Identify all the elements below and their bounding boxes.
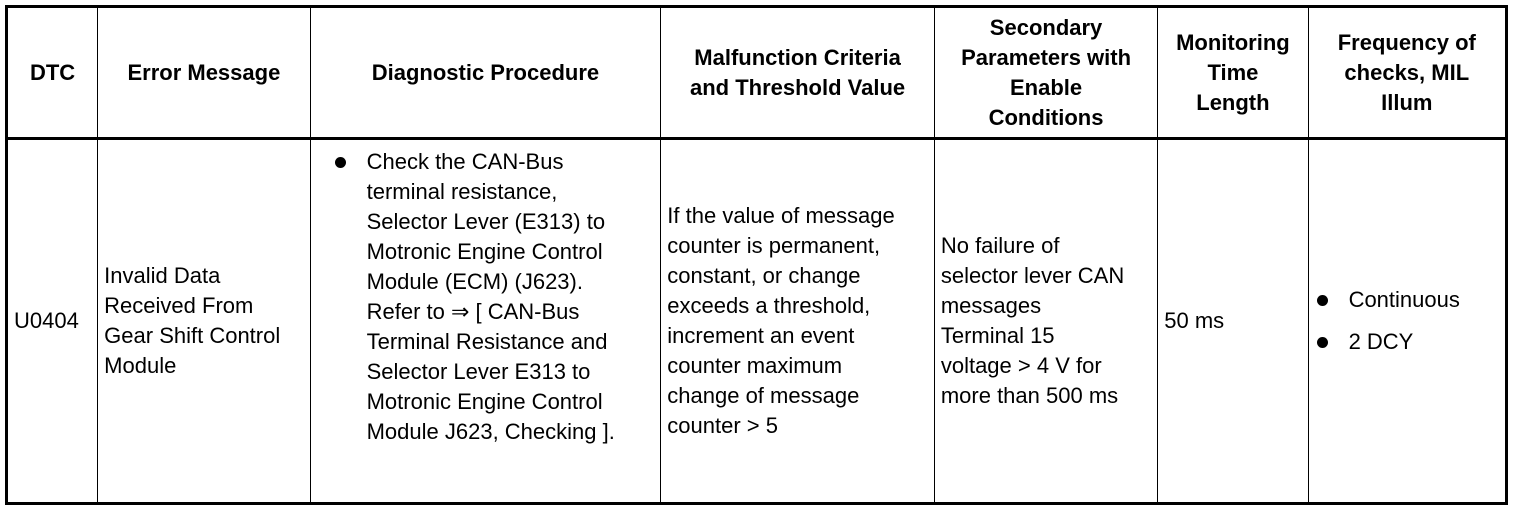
procedure-step-text: Check the CAN-Bus terminal resistance, Selector Lever (E313) to Motronic Engine Control Module (ECM) (J623). Refer to ⇒ [ CAN-Bus Terminal Resistance and Selector Lever E313 to Motronic Engine Control Module J623, Checking ]. — [366, 149, 615, 444]
error-message-cell: Invalid Data Received From Gear Shift Control Module — [98, 139, 310, 504]
bullet-icon — [1317, 337, 1328, 348]
procedure-step — [333, 147, 655, 447]
header-frequency: Frequency of checks, MIL Illum — [1308, 7, 1506, 139]
frequency-item — [1315, 327, 1499, 357]
malfunction-criteria-cell: If the value of message counter is permanent, constant, or change exceeds a threshold, increment an event counter maximum change of message counter > 5 — [661, 139, 935, 504]
frequency-item — [1315, 285, 1499, 315]
header-malfunction-criteria: Malfunction Criteria and Threshold Value — [661, 7, 935, 139]
monitoring-time-cell: 50 ms — [1158, 139, 1308, 504]
secondary-parameters-cell: No failure of selector lever CAN messages Terminal 15 voltage > 4 V for more than 500 ms — [934, 139, 1157, 504]
frequency-item-text: 2 DCY — [1348, 329, 1414, 354]
procedure-list — [333, 147, 655, 447]
header-row — [7, 7, 1507, 139]
header-secondary-parameters: Secondary Parameters with Enable Conditions — [934, 7, 1157, 139]
frequency-list — [1315, 285, 1499, 357]
table-row — [7, 139, 1507, 504]
bullet-icon — [335, 157, 346, 168]
header-diagnostic-procedure: Diagnostic Procedure — [310, 7, 661, 139]
header-error-message: Error Message — [98, 7, 310, 139]
dtc-table — [5, 5, 1508, 505]
dtc-code-cell: U0404 — [7, 139, 98, 504]
bullet-icon — [1317, 295, 1328, 306]
diagnostic-procedure-cell — [310, 139, 661, 504]
header-dtc: DTC — [7, 7, 98, 139]
frequency-cell — [1308, 139, 1506, 504]
header-monitoring-time: Monitoring Time Length — [1158, 7, 1308, 139]
frequency-item-text: Continuous — [1348, 287, 1460, 312]
